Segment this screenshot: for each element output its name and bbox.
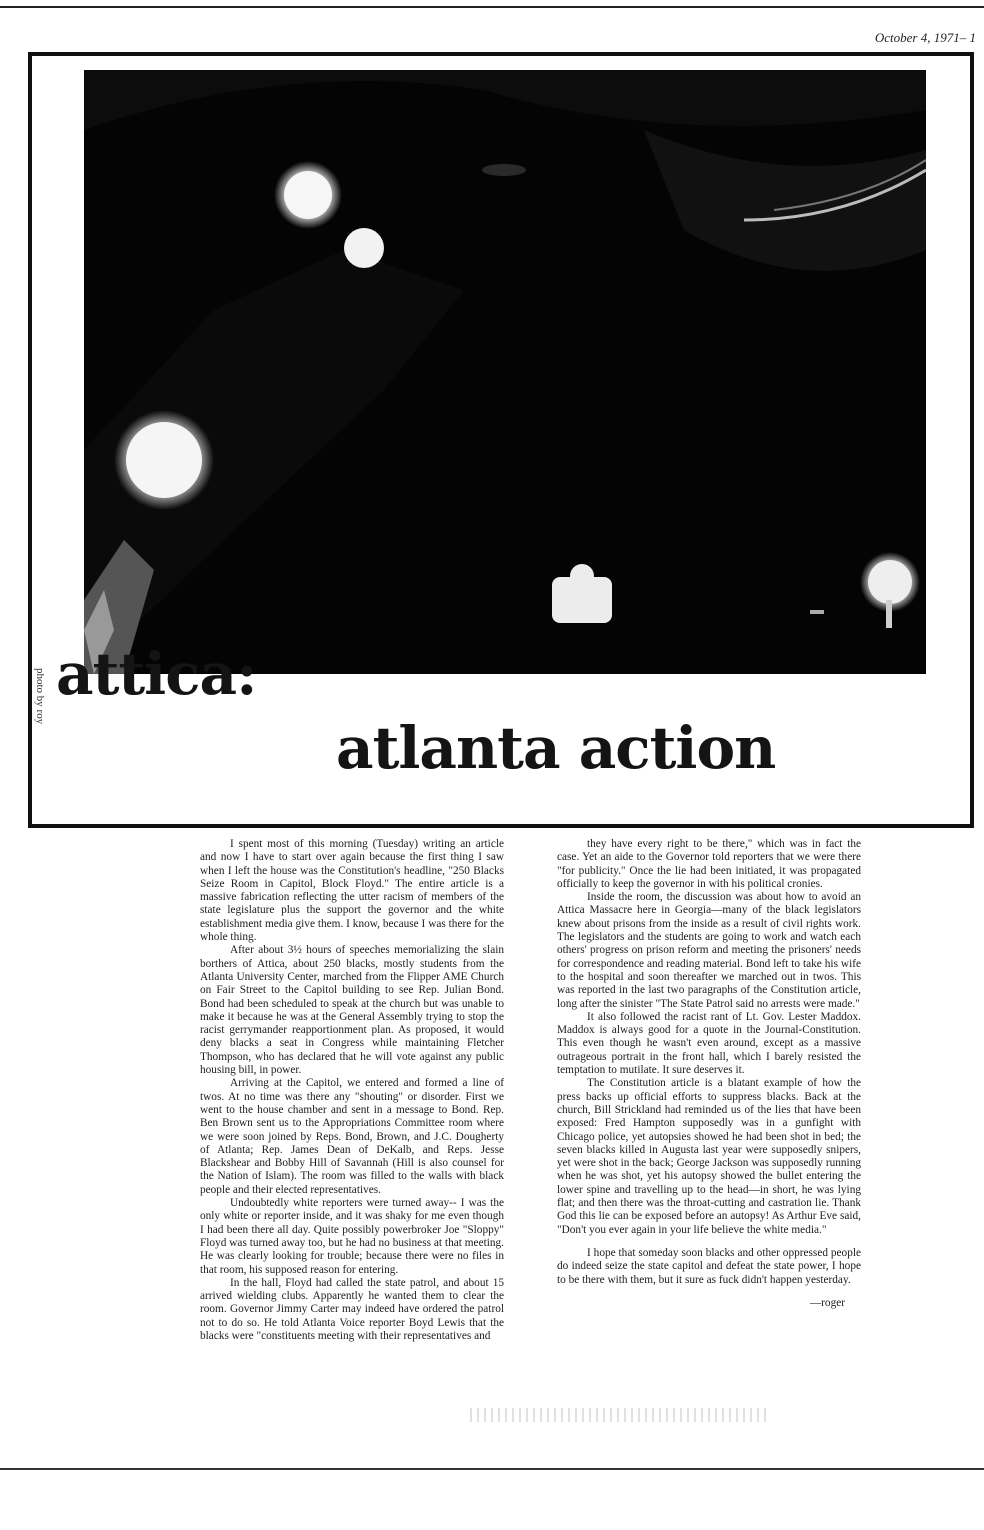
paragraph: I hope that someday soon blacks and other oppressed people do indeed seize the state capitol and defeat the state power, I hope to be there with them, but it sure as fuck didn't happen yesterday.	[557, 1246, 861, 1286]
headline-line-1: attica:	[56, 640, 257, 708]
photo-illustration	[84, 70, 926, 674]
page-header-date: October 4, 1971– 1	[874, 30, 976, 45]
paragraph: Inside the room, the discussion was about how to avoid an Attica Massacre here in Georgia—many of the black legislators knew about prisons from the inside as a result of civil rights work. The legislators and the students are going to work and watch each others' progress on prison reform and meeting the prisoners' needs for correspondence and reading material. Bond left to take his wife to the hospital and soon thereafter we marched out in twos. This was reported in the last two paragraphs of the Constitution article, long after the sinister "The State Patrol said no arrests were made."	[557, 891, 861, 1010]
protest-photo	[84, 70, 926, 674]
paragraph: they have every right to be there," which was in fact the case. Yet an aide to the Governor told reporters that we were there "for publicity." Once the lie had been initiated, it was propagated officially to keep the governor in with his political cronies.	[557, 838, 861, 890]
cover-frame	[28, 52, 974, 828]
photo-credit: photo by roy	[34, 668, 46, 725]
paragraph: After about 3½ hours of speeches memorializing the slain borthers of Attica, about 250 blacks, mostly students from the Atlanta University Center, marched from the Flipper AME Church on Fair Street to the Capitol building to see Rep. Julian Bond. Bond had been scheduled to speak at the church but was unable to make it because he was at the General Assembly trying to stop the racist gerrymander reapportionment plan. As proposed, it would deny blacks a seat in Congress while maintaining Fletcher Thompson, who has declared that he will vote against any public housing bill, in power.	[200, 944, 504, 1077]
article-column-2	[557, 838, 861, 1310]
article-column-1	[200, 838, 504, 1343]
top-rule	[0, 6, 984, 8]
headline-line-2: atlanta action	[336, 714, 776, 782]
print-speckle	[470, 1408, 770, 1422]
paragraph: The Constitution article is a blatant example of how the press backs up official efforts to suppress blacks. Back at the church, Bill Strickland had reminded us of the lies that have been exposed: Fred Hampton supposedly was in a gunfight with Chicago police, yet autopsies showed he had been shot in bed; the seven blacks killed in Augusta last year were supposedly snipers, yet were shot in the back; George Jackson was supposedly running when he was shot, yet his autopsy showed the bullet entering the lower spine and travelling up to the head—in short, he was lying flat; and then there was the throat-cutting and castration lie. Thank God this lie can be exposed before an autopsy! As Arthur Eve said, "Don't you ever again in your life believe the white media."	[557, 1077, 861, 1236]
author-signature: —roger	[809, 1296, 845, 1309]
bottom-rule	[0, 1468, 984, 1470]
paragraph: In the hall, Floyd had called the state patrol, and about 15 arrived wielding clubs. Apparently he wanted them to clear the room. Governor Jimmy Carter may indeed have ordered the patrol not to do so. He told Atlanta Voice reporter Boyd Lewis that the blacks were "constituents meeting with their representatives and	[200, 1276, 504, 1342]
paragraph: Arriving at the Capitol, we entered and formed a line of twos. At no time was there any "shouting" or disorder. First we went to the house chamber and sent in a message to Bond. Rep. Ben Brown sent us to the Appropriations Committee room where we were soon joined by Reps. Bond, Brown, and J.C. Dougherty of Atlanta; Rep. James Dean of DeKalb, and Reps. Jesse Blackshear and Bobby Hill of Savannah (Hill is also counsel for the Nation of Islam). The room was filled to the walls with black people and their elected representatives.	[200, 1077, 504, 1196]
paragraph: It also followed the racist rant of Lt. Gov. Lester Maddox. Maddox is always good for a quote in the Journal-Constitution. This even though he wasn't even around, except as a massive outrageous portrait in the front hall, which I barely resisted the temptation to mutilate. It sure deserves it.	[557, 1010, 861, 1077]
paragraph: I spent most of this morning (Tuesday) writing an article and now I have to start over again because the first thing I saw when I left the house was the Constitution's headline, "250 Blacks Seize Room in Capitol, Block Floyd." The entire article is a massive fabrication reflecting the utter racism of members of the state legislature plus the support the governor and the white establishment media give them. I know, because I was there for the whole thing.	[200, 838, 504, 944]
paragraph: Undoubtedly white reporters were turned away-- I was the only white or reporter inside, and it was shaky for me even though I had been there all day. Quite possibly powerbroker Joe "Sloppy" Floyd was turned away too, but he had no business at that meeting. He was clearly looking for trouble; because there were no files in that room, his supposed reason for entering.	[200, 1197, 504, 1276]
